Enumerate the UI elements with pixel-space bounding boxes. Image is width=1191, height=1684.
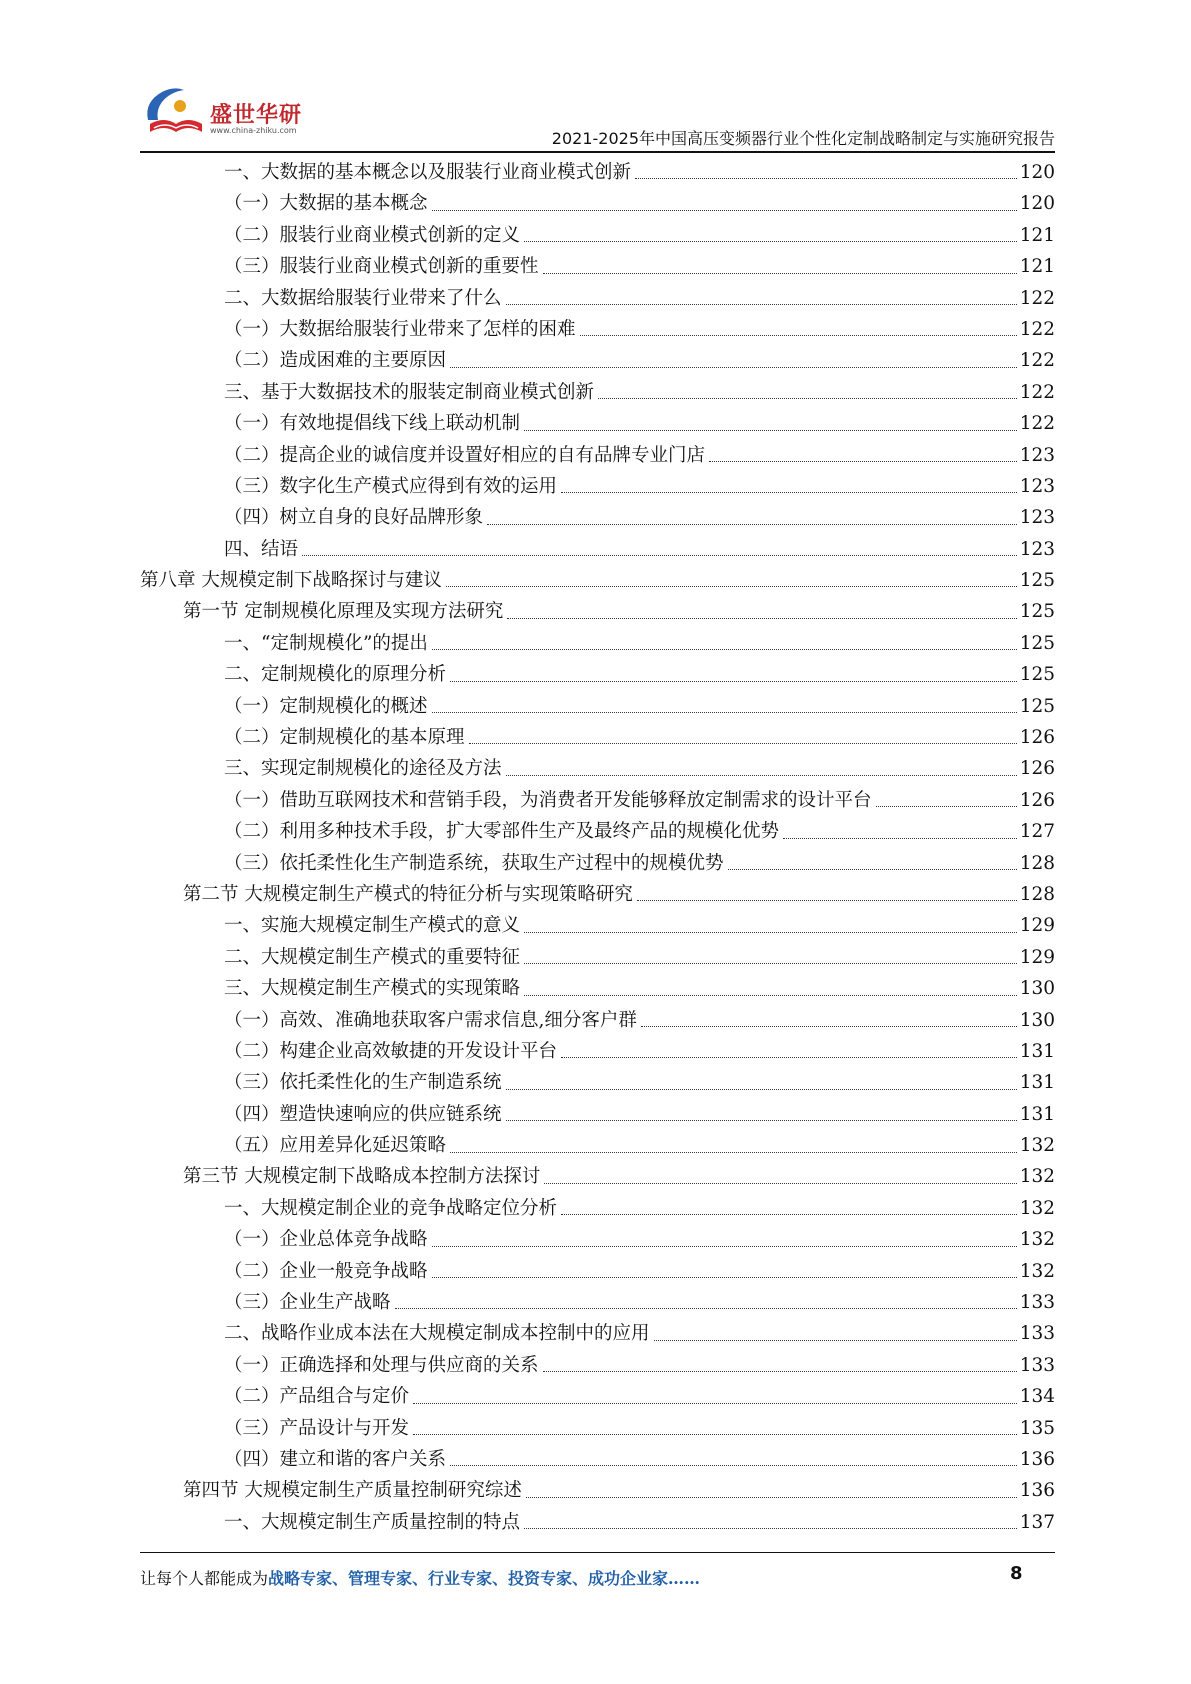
toc-entry[interactable] bbox=[140, 471, 1055, 502]
toc-entry-title: 第二节 大规模定制生产模式的特征分析与实现策略研究 bbox=[183, 883, 633, 905]
toc-entry-title: 三、基于大数据技术的服装定制商业模式创新 bbox=[224, 381, 595, 403]
toc-leader-dots bbox=[446, 586, 1017, 587]
toc-entry-page: 126 bbox=[1019, 758, 1055, 780]
toc-entry[interactable] bbox=[140, 942, 1055, 973]
toc-entry-page: 125 bbox=[1019, 601, 1055, 623]
toc-entry-title: 四、结语 bbox=[224, 538, 299, 560]
footer-slogan-prefix: 让每个人都能成为 bbox=[140, 1569, 269, 1588]
toc-leader-dots bbox=[524, 995, 1017, 996]
toc-leader-dots bbox=[432, 210, 1017, 211]
toc-entry-page: 132 bbox=[1019, 1197, 1055, 1219]
toc-entry[interactable] bbox=[140, 440, 1055, 471]
toc-entry-page: 131 bbox=[1019, 1040, 1055, 1062]
toc-entry-title: （二）产品组合与定价 bbox=[224, 1386, 410, 1408]
toc-entry[interactable] bbox=[140, 1444, 1055, 1475]
toc-leader-dots bbox=[637, 900, 1017, 901]
toc-entry-page: 133 bbox=[1019, 1323, 1055, 1345]
toc-entry[interactable] bbox=[140, 314, 1055, 345]
toc-entry-page: 122 bbox=[1019, 381, 1055, 403]
toc-entry-title: （一）有效地提倡线下线上联动机制 bbox=[224, 413, 521, 435]
toc-entry-page: 125 bbox=[1019, 570, 1055, 592]
toc-leader-dots bbox=[524, 241, 1017, 242]
toc-entry-title: 一、大规模定制企业的竞争战略定位分析 bbox=[224, 1197, 558, 1219]
toc-entry-page: 131 bbox=[1019, 1103, 1055, 1125]
toc-entry[interactable] bbox=[140, 628, 1055, 659]
page-header bbox=[140, 80, 1055, 152]
toc-entry-title: （二）企业一般竞争战略 bbox=[224, 1260, 428, 1282]
toc-leader-dots bbox=[506, 304, 1017, 305]
toc-leader-dots bbox=[561, 492, 1017, 493]
toc-entry-page: 128 bbox=[1019, 883, 1055, 905]
toc-entry-title: 三、实现定制规模化的途径及方法 bbox=[224, 758, 502, 780]
toc-entry-title: （三）依托柔性化的生产制造系统 bbox=[224, 1072, 502, 1094]
toc-entry[interactable] bbox=[140, 1507, 1055, 1538]
toc-entry-page: 135 bbox=[1019, 1417, 1055, 1439]
toc-leader-dots bbox=[395, 1308, 1017, 1309]
toc-entry[interactable] bbox=[140, 220, 1055, 251]
toc-entry-title: （一）正确选择和处理与供应商的关系 bbox=[224, 1354, 539, 1376]
toc-entry-title: （一）借助互联网技术和营销手段，为消费者开发能够释放定制需求的设计平台 bbox=[224, 789, 872, 811]
toc-entry-page: 137 bbox=[1019, 1511, 1055, 1533]
toc-entry-title: 第一节 定制规模化原理及实现方法研究 bbox=[183, 601, 504, 623]
toc-entry-page: 136 bbox=[1019, 1480, 1055, 1502]
toc-leader-dots bbox=[544, 1183, 1016, 1184]
toc-entry-page: 127 bbox=[1019, 821, 1055, 843]
toc-leader-dots bbox=[524, 963, 1017, 964]
toc-entry-page: 131 bbox=[1019, 1072, 1055, 1094]
toc-entry-title: （二）利用多种技术手段，扩大零部件生产及最终产品的规模化优势 bbox=[224, 821, 780, 843]
book-swoosh-icon bbox=[140, 80, 210, 142]
toc-entry-title: 一、“定制规模化”的提出 bbox=[224, 632, 428, 654]
toc-leader-dots bbox=[641, 1026, 1017, 1027]
toc-leader-dots bbox=[432, 712, 1017, 713]
toc-entry[interactable] bbox=[140, 1224, 1055, 1255]
toc-leader-dots bbox=[561, 1214, 1017, 1215]
toc-entry[interactable] bbox=[140, 502, 1055, 533]
toc-entry-title: （三）依托柔性化生产制造系统，获取生产过程中的规模优势 bbox=[224, 852, 724, 874]
toc-entry-page: 120 bbox=[1019, 193, 1055, 215]
table-of-contents bbox=[140, 157, 1055, 1538]
toc-entry-page: 132 bbox=[1019, 1260, 1055, 1282]
toc-leader-dots bbox=[432, 1277, 1017, 1278]
toc-leader-dots bbox=[876, 806, 1017, 807]
toc-entry-page: 121 bbox=[1019, 224, 1055, 246]
toc-entry-title: （四）树立自身的良好品牌形象 bbox=[224, 507, 484, 529]
toc-entry-title: （一）大数据的基本概念 bbox=[224, 193, 428, 215]
toc-entry[interactable] bbox=[140, 1036, 1055, 1067]
toc-entry[interactable] bbox=[140, 1256, 1055, 1287]
toc-entry[interactable] bbox=[140, 408, 1055, 439]
toc-entry-page: 125 bbox=[1019, 695, 1055, 717]
toc-entry-page: 120 bbox=[1019, 161, 1055, 183]
toc-leader-dots bbox=[526, 1497, 1017, 1498]
toc-entry-page: 122 bbox=[1019, 318, 1055, 340]
toc-entry-page: 126 bbox=[1019, 789, 1055, 811]
toc-leader-dots bbox=[506, 1120, 1017, 1121]
toc-leader-dots bbox=[561, 1057, 1017, 1058]
toc-leader-dots bbox=[580, 335, 1017, 336]
toc-leader-dots bbox=[413, 1434, 1017, 1435]
toc-entry-title: 二、定制规模化的原理分析 bbox=[224, 664, 447, 686]
toc-entry[interactable] bbox=[140, 848, 1055, 879]
toc-entry-title: （二）定制规模化的基本原理 bbox=[224, 727, 465, 749]
toc-leader-dots bbox=[543, 273, 1017, 274]
report-title: 2021-2025年中国高压变频器行业个性化定制战略制定与实施研究报告 bbox=[551, 129, 1055, 148]
toc-entry[interactable] bbox=[140, 1067, 1055, 1098]
toc-entry[interactable] bbox=[140, 879, 1055, 910]
toc-leader-dots bbox=[487, 524, 1017, 525]
toc-entry[interactable] bbox=[140, 1350, 1055, 1381]
toc-entry[interactable] bbox=[140, 157, 1055, 188]
toc-leader-dots bbox=[450, 367, 1017, 368]
toc-entry-page: 132 bbox=[1019, 1135, 1055, 1157]
toc-leader-dots bbox=[450, 1465, 1017, 1466]
toc-entry-page: 122 bbox=[1019, 350, 1055, 372]
toc-leader-dots bbox=[728, 869, 1017, 870]
toc-entry-page: 123 bbox=[1019, 507, 1055, 529]
logo-url: www.china-zhiku.com bbox=[210, 126, 297, 135]
toc-entry[interactable] bbox=[140, 659, 1055, 690]
toc-entry-title: （四）建立和谐的客户关系 bbox=[224, 1449, 447, 1470]
toc-entry-page: 130 bbox=[1019, 978, 1055, 1000]
toc-entry-title: （三）数字化生产模式应得到有效的运用 bbox=[224, 475, 558, 497]
toc-leader-dots bbox=[469, 743, 1017, 744]
toc-entry-title: （二）造成困难的主要原因 bbox=[224, 350, 447, 372]
toc-entry[interactable] bbox=[140, 1475, 1055, 1506]
toc-entry-page: 132 bbox=[1019, 1229, 1055, 1251]
toc-entry[interactable] bbox=[140, 1193, 1055, 1224]
toc-entry-page: 133 bbox=[1019, 1292, 1055, 1314]
toc-entry-title: （二）服装行业商业模式创新的定义 bbox=[224, 224, 521, 246]
toc-leader-dots bbox=[432, 649, 1017, 650]
toc-entry[interactable] bbox=[140, 377, 1055, 408]
toc-entry-title: 第八章 大规模定制下战略探讨与建议 bbox=[140, 570, 442, 592]
toc-entry[interactable] bbox=[140, 1381, 1055, 1412]
footer-divider bbox=[140, 1552, 1055, 1553]
toc-entry[interactable] bbox=[140, 1413, 1055, 1444]
toc-entry[interactable] bbox=[140, 565, 1055, 596]
toc-entry-title: 一、实施大规模定制生产模式的意义 bbox=[224, 915, 521, 937]
toc-entry[interactable] bbox=[140, 785, 1055, 816]
page-number: 8 bbox=[1010, 1563, 1023, 1584]
toc-entry-page: 125 bbox=[1019, 664, 1055, 686]
toc-entry[interactable] bbox=[140, 1130, 1055, 1161]
toc-entry-title: （三）企业生产战略 bbox=[224, 1292, 391, 1314]
logo-name: 盛世华研 bbox=[210, 103, 303, 128]
toc-entry-title: 三、大规模定制生产模式的实现策略 bbox=[224, 978, 521, 1000]
footer-slogan bbox=[140, 1566, 700, 1589]
toc-entry[interactable] bbox=[140, 345, 1055, 376]
toc-entry-page: 123 bbox=[1019, 444, 1055, 466]
toc-leader-dots bbox=[654, 1340, 1017, 1341]
toc-entry-page: 132 bbox=[1019, 1166, 1055, 1188]
toc-entry-title: 二、大数据给服装行业带来了什么 bbox=[224, 287, 502, 309]
toc-entry[interactable] bbox=[140, 1318, 1055, 1349]
toc-leader-dots bbox=[506, 1089, 1017, 1090]
toc-entry-page: 129 bbox=[1019, 946, 1055, 968]
company-logo bbox=[140, 80, 310, 142]
toc-leader-dots bbox=[709, 461, 1017, 462]
toc-entry[interactable] bbox=[140, 251, 1055, 282]
toc-entry-title: （三）服装行业商业模式创新的重要性 bbox=[224, 256, 539, 278]
toc-entry-title: （二）构建企业高效敏捷的开发设计平台 bbox=[224, 1040, 558, 1062]
toc-entry[interactable] bbox=[140, 691, 1055, 722]
toc-entry[interactable] bbox=[140, 1005, 1055, 1036]
toc-entry-title: 一、大数据的基本概念以及服装行业商业模式创新 bbox=[224, 161, 632, 183]
toc-entry-title: （二）提高企业的诚信度并设置好相应的自有品牌专业门店 bbox=[224, 444, 706, 466]
toc-leader-dots bbox=[432, 1246, 1017, 1247]
toc-entry-title: 第三节 大规模定制下战略成本控制方法探讨 bbox=[183, 1166, 541, 1188]
toc-entry-page: 126 bbox=[1019, 727, 1055, 749]
toc-entry[interactable] bbox=[140, 596, 1055, 627]
toc-entry[interactable] bbox=[140, 973, 1055, 1004]
toc-leader-dots bbox=[524, 932, 1017, 933]
toc-entry-title: （一）大数据给服装行业带来了怎样的困难 bbox=[224, 318, 576, 340]
toc-entry-page: 136 bbox=[1019, 1449, 1055, 1470]
toc-leader-dots bbox=[598, 398, 1017, 399]
toc-entry-title: （三）产品设计与开发 bbox=[224, 1417, 410, 1439]
header-divider bbox=[140, 151, 1055, 153]
toc-leader-dots bbox=[506, 775, 1017, 776]
toc-entry-title: 二、大规模定制生产模式的重要特征 bbox=[224, 946, 521, 968]
toc-entry[interactable] bbox=[140, 188, 1055, 219]
footer-slogan-highlight: 战略专家、管理专家、行业专家、投资专家、成功企业家…… bbox=[268, 1569, 701, 1588]
toc-entry-title: （一）企业总体竞争战略 bbox=[224, 1229, 428, 1251]
toc-entry[interactable] bbox=[140, 753, 1055, 784]
toc-entry-page: 122 bbox=[1019, 413, 1055, 435]
toc-entry-page: 122 bbox=[1019, 287, 1055, 309]
toc-entry[interactable] bbox=[140, 283, 1055, 314]
toc-entry-page: 129 bbox=[1019, 915, 1055, 937]
toc-entry-page: 125 bbox=[1019, 632, 1055, 654]
toc-entry[interactable] bbox=[140, 1162, 1055, 1193]
toc-entry-title: （一）高效、准确地获取客户需求信息,细分客户群 bbox=[224, 1009, 637, 1031]
toc-leader-dots bbox=[450, 681, 1017, 682]
toc-entry-title: （四）塑造快速响应的供应链系统 bbox=[224, 1103, 502, 1125]
toc-leader-dots bbox=[635, 178, 1017, 179]
toc-entry[interactable] bbox=[140, 534, 1055, 565]
toc-leader-dots bbox=[783, 838, 1017, 839]
toc-entry-title: （五）应用差异化延迟策略 bbox=[224, 1135, 447, 1157]
toc-entry[interactable] bbox=[140, 1287, 1055, 1318]
toc-leader-dots bbox=[524, 1528, 1017, 1529]
toc-entry[interactable] bbox=[140, 910, 1055, 941]
toc-entry-page: 123 bbox=[1019, 538, 1055, 560]
toc-leader-dots bbox=[302, 555, 1017, 556]
toc-entry-page: 130 bbox=[1019, 1009, 1055, 1031]
toc-entry-title: 二、战略作业成本法在大规模定制成本控制中的应用 bbox=[224, 1323, 650, 1345]
toc-entry[interactable] bbox=[140, 816, 1055, 847]
toc-leader-dots bbox=[413, 1403, 1017, 1404]
toc-entry[interactable] bbox=[140, 1099, 1055, 1130]
toc-entry-title: 第四节 大规模定制生产质量控制研究综述 bbox=[183, 1480, 522, 1502]
toc-entry-page: 128 bbox=[1019, 852, 1055, 874]
toc-leader-dots bbox=[543, 1371, 1017, 1372]
toc-entry-page: 123 bbox=[1019, 475, 1055, 497]
toc-entry-page: 121 bbox=[1019, 256, 1055, 278]
toc-leader-dots bbox=[524, 430, 1017, 431]
toc-leader-dots bbox=[507, 618, 1016, 619]
toc-entry-title: 一、大规模定制生产质量控制的特点 bbox=[224, 1511, 521, 1533]
toc-leader-dots bbox=[450, 1152, 1017, 1153]
toc-entry-page: 133 bbox=[1019, 1354, 1055, 1376]
toc-entry-page: 134 bbox=[1019, 1386, 1055, 1408]
toc-entry[interactable] bbox=[140, 722, 1055, 753]
toc-entry-title: （一）定制规模化的概述 bbox=[224, 695, 428, 717]
